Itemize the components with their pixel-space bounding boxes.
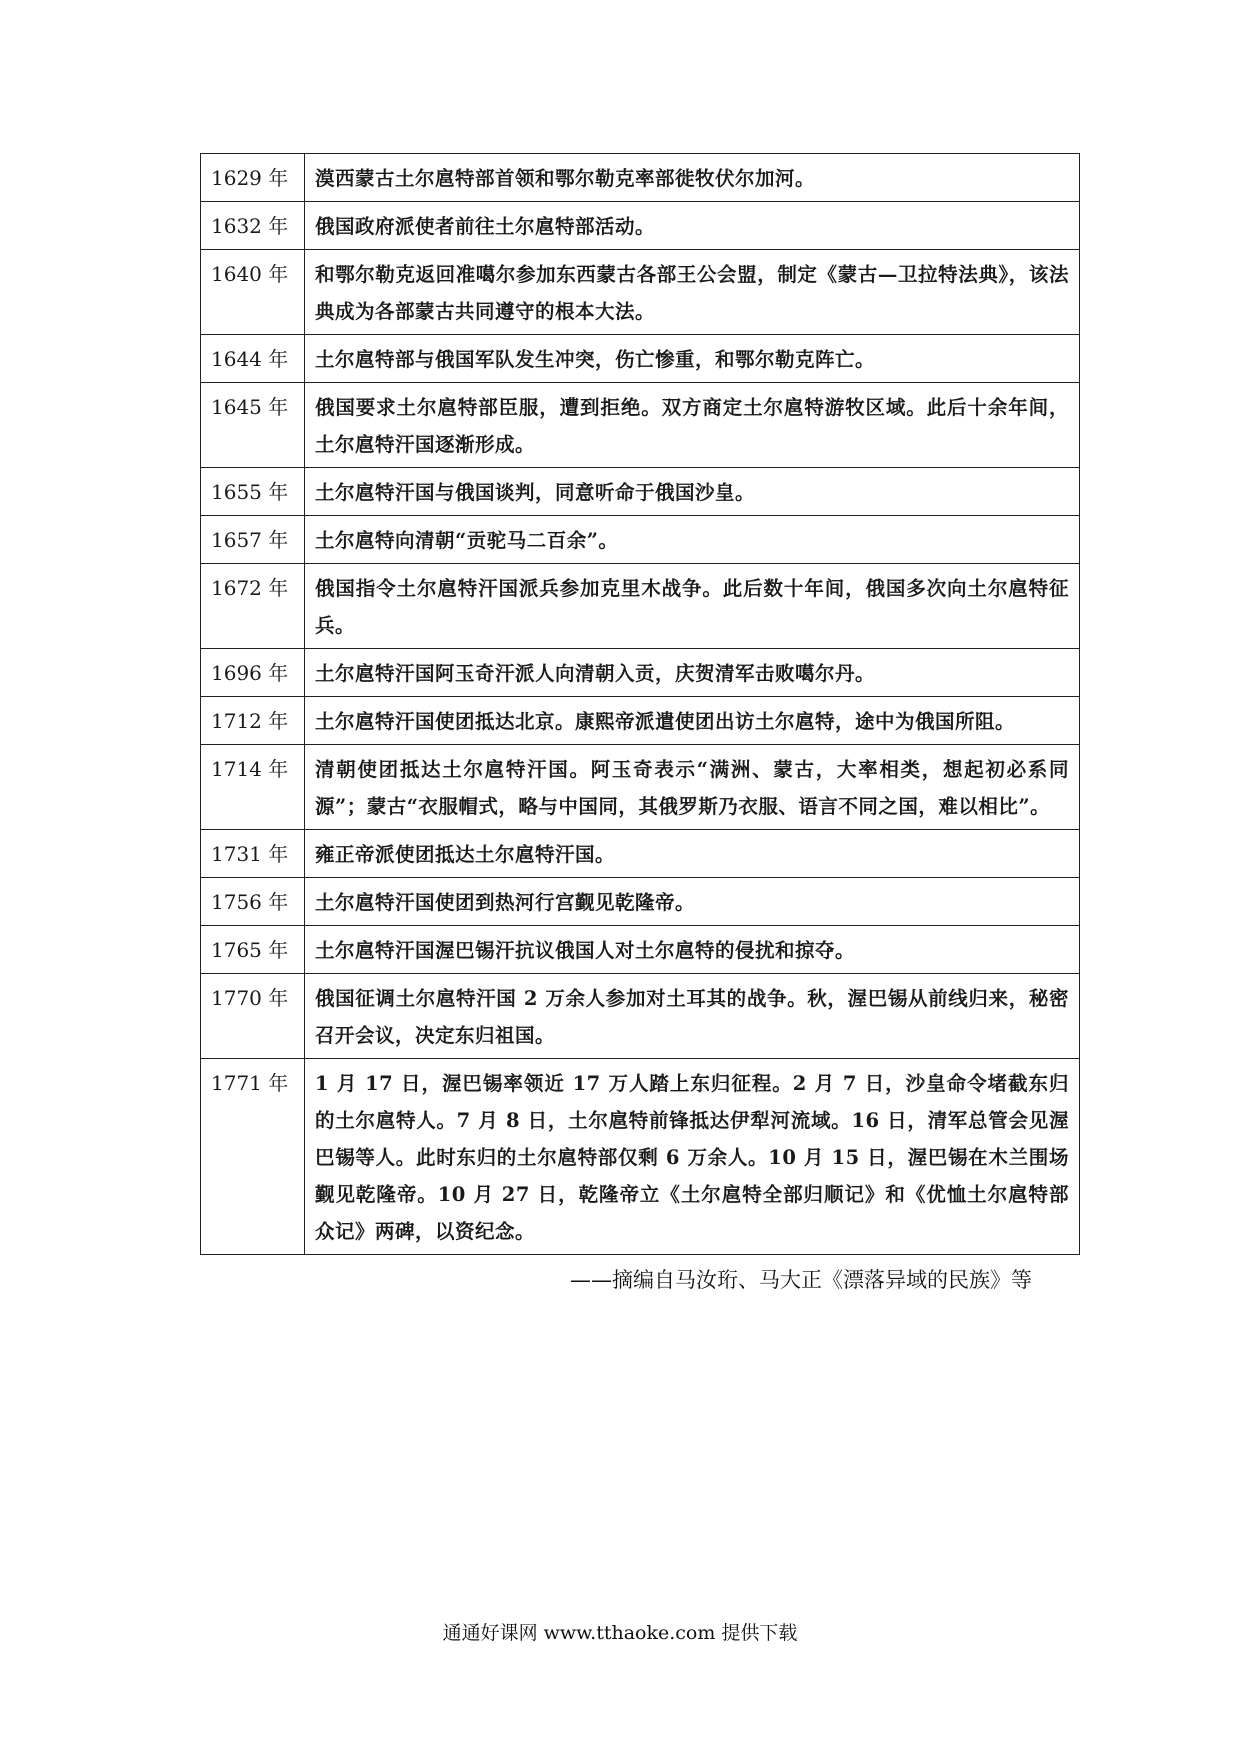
table-row [201,383,1080,468]
year-cell: 1712 年 [201,697,305,745]
table-row [201,830,1080,878]
event-cell: 1 月 17 日，渥巴锡率领近 17 万人踏上东归征程。2 月 7 日，沙皇命令堵截东归的土尔扈特人。7 月 8 日，土尔扈特前锋抵达伊犁河流域。16 日，清军总管会见渥巴锡等人。此时东归的土尔扈特部仅剩 6 万余人。10 月 15 日，渥巴锡在木兰围场觐见乾隆帝。10 月 27 日，乾隆帝立《土尔扈特全部归顺记》和《优恤土尔扈特部众记》两碑，以资纪念。 [305,1059,1080,1255]
table-row [201,1059,1080,1255]
event-cell: 漠西蒙古土尔扈特部首领和鄂尔勒克率部徙牧伏尔加河。 [305,154,1080,202]
event-cell: 土尔扈特汗国使团抵达北京。康熙帝派遣使团出访土尔扈特，途中为俄国所阻。 [305,697,1080,745]
event-cell: 土尔扈特部与俄国军队发生冲突，伤亡惨重，和鄂尔勒克阵亡。 [305,335,1080,383]
year-cell: 1645 年 [201,383,305,468]
table-row [201,878,1080,926]
year-cell: 1770 年 [201,974,305,1059]
year-cell: 1629 年 [201,154,305,202]
table-row [201,974,1080,1059]
event-cell: 和鄂尔勒克返回准噶尔参加东西蒙古各部王公会盟，制定《蒙古—卫拉特法典》，该法典成为各部蒙古共同遵守的根本大法。 [305,250,1080,335]
table-row [201,697,1080,745]
year-cell: 1640 年 [201,250,305,335]
event-cell: 雍正帝派使团抵达土尔扈特汗国。 [305,830,1080,878]
table-row [201,516,1080,564]
event-cell: 俄国征调土尔扈特汗国 2 万余人参加对土耳其的战争。秋，渥巴锡从前线归来，秘密召开会议，决定东归祖国。 [305,974,1080,1059]
year-cell: 1672 年 [201,564,305,649]
source-citation: ——摘编自马汝珩、马大正《漂落异域的民族》等 [570,1268,1032,1292]
table-row [201,745,1080,830]
table-row [201,154,1080,202]
year-cell: 1655 年 [201,468,305,516]
table-row [201,250,1080,335]
event-cell: 土尔扈特汗国渥巴锡汗抗议俄国人对土尔扈特的侵扰和掠夺。 [305,926,1080,974]
year-cell: 1714 年 [201,745,305,830]
year-cell: 1696 年 [201,649,305,697]
year-cell: 1644 年 [201,335,305,383]
event-cell: 俄国政府派使者前往土尔扈特部活动。 [305,202,1080,250]
year-cell: 1771 年 [201,1059,305,1255]
event-cell: 俄国指令土尔扈特汗国派兵参加克里木战争。此后数十年间，俄国多次向土尔扈特征兵。 [305,564,1080,649]
event-cell: 清朝使团抵达土尔扈特汗国。阿玉奇表示“满洲、蒙古，大率相类，想起初必系同源”；蒙古“衣服帽式，略与中国同，其俄罗斯乃衣服、语言不同之国，难以相比”。 [305,745,1080,830]
table-row [201,564,1080,649]
table-row [201,335,1080,383]
table-row [201,202,1080,250]
event-cell: 土尔扈特向清朝“贡驼马二百余”。 [305,516,1080,564]
event-cell: 土尔扈特汗国与俄国谈判，同意听命于俄国沙皇。 [305,468,1080,516]
event-cell: 俄国要求土尔扈特部臣服，遭到拒绝。双方商定土尔扈特游牧区域。此后十余年间，土尔扈特汗国逐渐形成。 [305,383,1080,468]
year-cell: 1765 年 [201,926,305,974]
table-row [201,468,1080,516]
year-cell: 1632 年 [201,202,305,250]
year-cell: 1657 年 [201,516,305,564]
table-row [201,926,1080,974]
event-cell: 土尔扈特汗国使团到热河行宫觐见乾隆帝。 [305,878,1080,926]
table-row [201,649,1080,697]
timeline-table [200,153,1080,1255]
year-cell: 1756 年 [201,878,305,926]
event-cell: 土尔扈特汗国阿玉奇汗派人向清朝入贡，庆贺清军击败噶尔丹。 [305,649,1080,697]
year-cell: 1731 年 [201,830,305,878]
page-footer: 通通好课网 www.tthaoke.com 提供下载 [442,1622,798,1644]
